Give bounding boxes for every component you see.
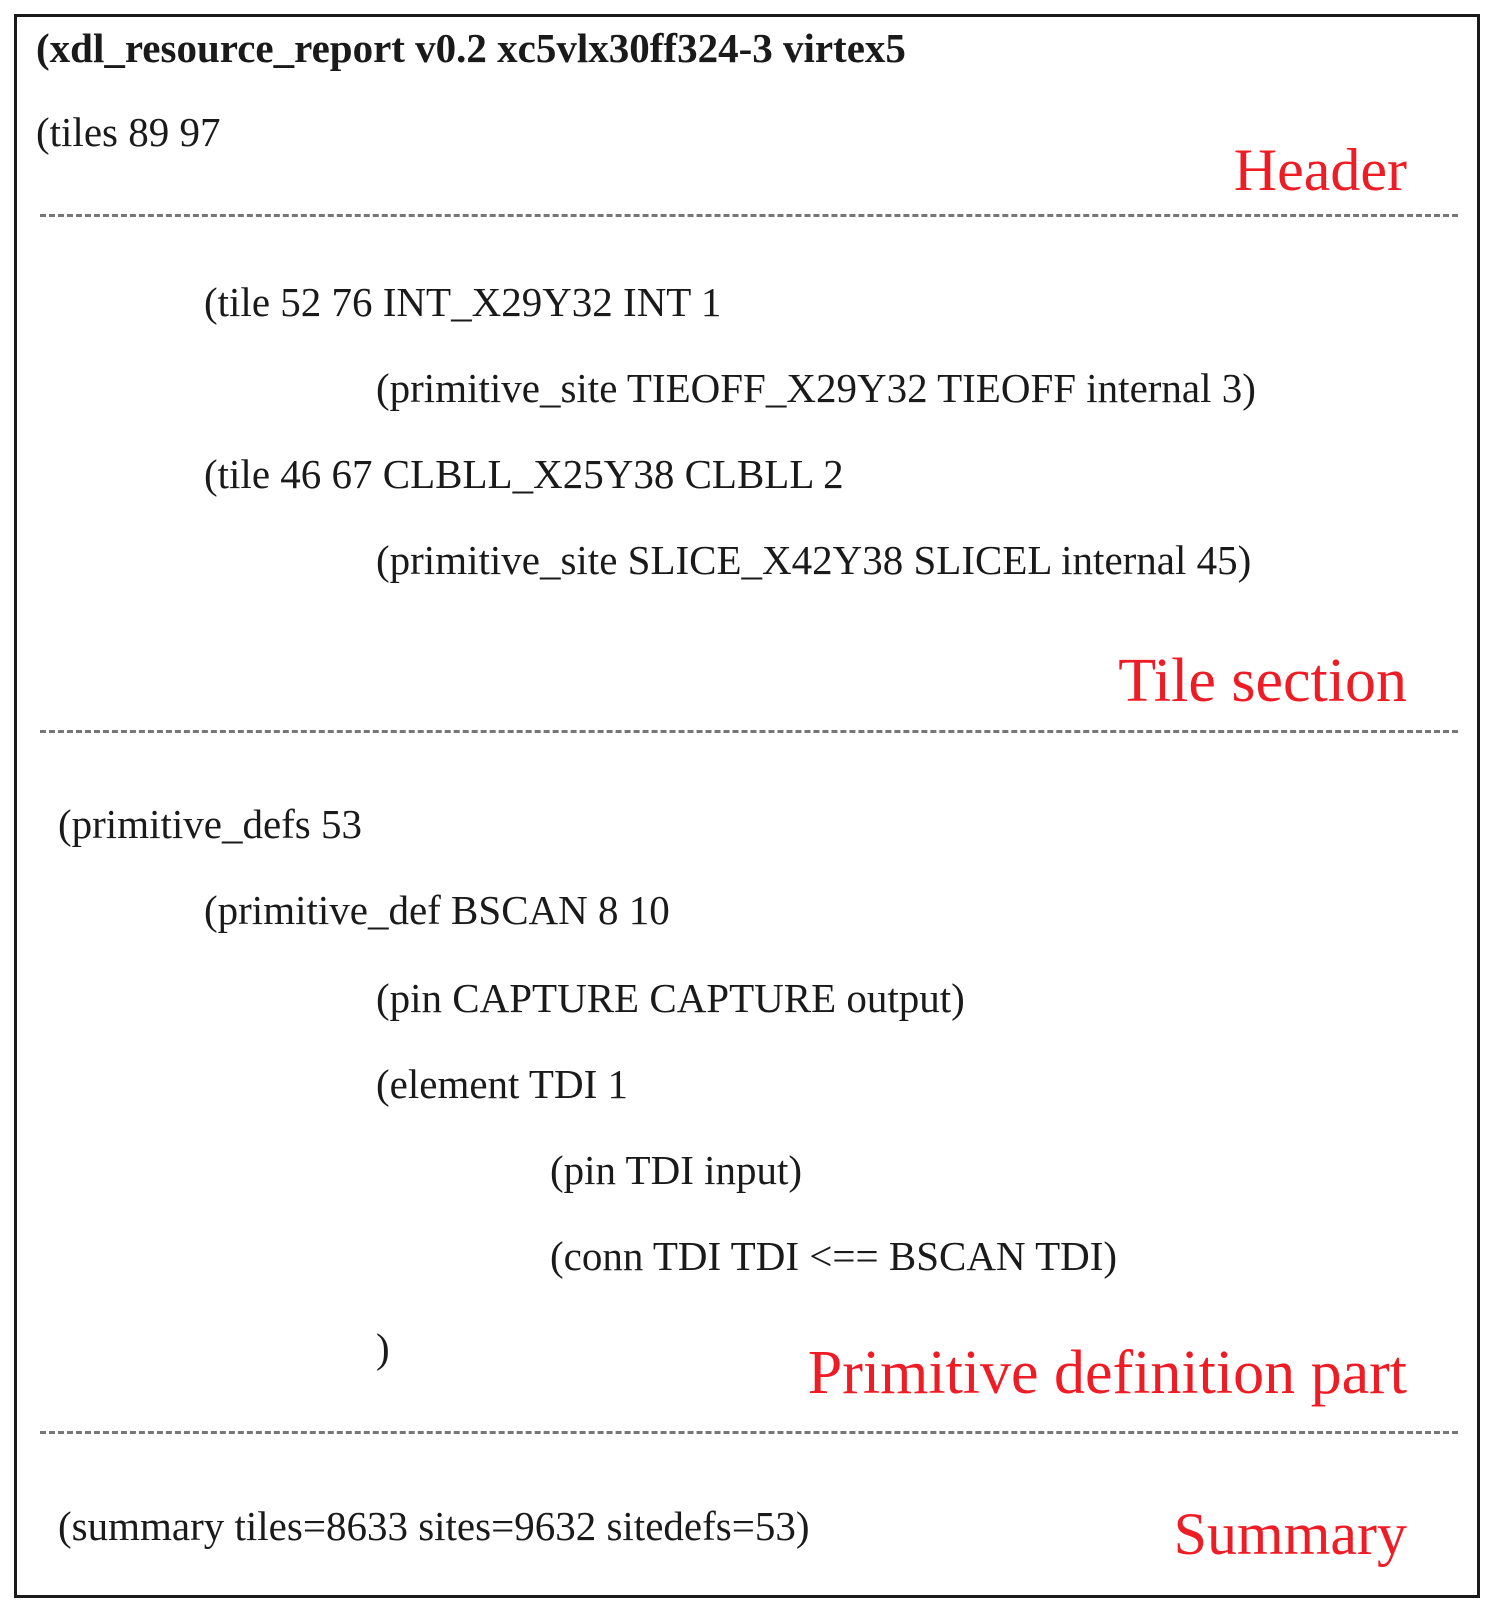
pin-line: (pin CAPTURE CAPTURE output) — [376, 975, 965, 1021]
tile-line: (tile 46 67 CLBLL_X25Y38 CLBLL 2 — [204, 451, 844, 497]
closing-paren-line: ) — [376, 1325, 390, 1371]
primitive-defs-line: (primitive_defs 53 — [58, 801, 363, 847]
tiles-line: (tiles 89 97 — [36, 109, 221, 155]
primitive-definition-label: Primitive definition part — [807, 1339, 1407, 1407]
conn-line: (conn TDI TDI <== BSCAN TDI) — [550, 1233, 1118, 1279]
summary-label: Summary — [1173, 1501, 1407, 1567]
tile-line: (tile 52 76 INT_X29Y32 INT 1 — [204, 279, 722, 325]
element-pin-line: (pin TDI input) — [550, 1147, 803, 1193]
element-line: (element TDI 1 — [376, 1061, 628, 1107]
primitive-site-line: (primitive_site SLICE_X42Y38 SLICEL internal 45) — [376, 537, 1252, 583]
header-label: Header — [1233, 137, 1407, 203]
report-header-line: (xdl_resource_report v0.2 xc5vlx30ff324-3 virtex5 — [36, 25, 906, 71]
separator-3 — [40, 1431, 1458, 1434]
primitive-def-line: (primitive_def BSCAN 8 10 — [204, 887, 670, 933]
separator-1 — [40, 214, 1458, 217]
summary-line: (summary tiles=8633 sites=9632 sitedefs=53) — [58, 1503, 810, 1549]
separator-2 — [40, 730, 1458, 733]
primitive-site-line: (primitive_site TIEOFF_X29Y32 TIEOFF internal 3) — [376, 365, 1256, 411]
tile-section-label: Tile section — [1118, 647, 1407, 715]
